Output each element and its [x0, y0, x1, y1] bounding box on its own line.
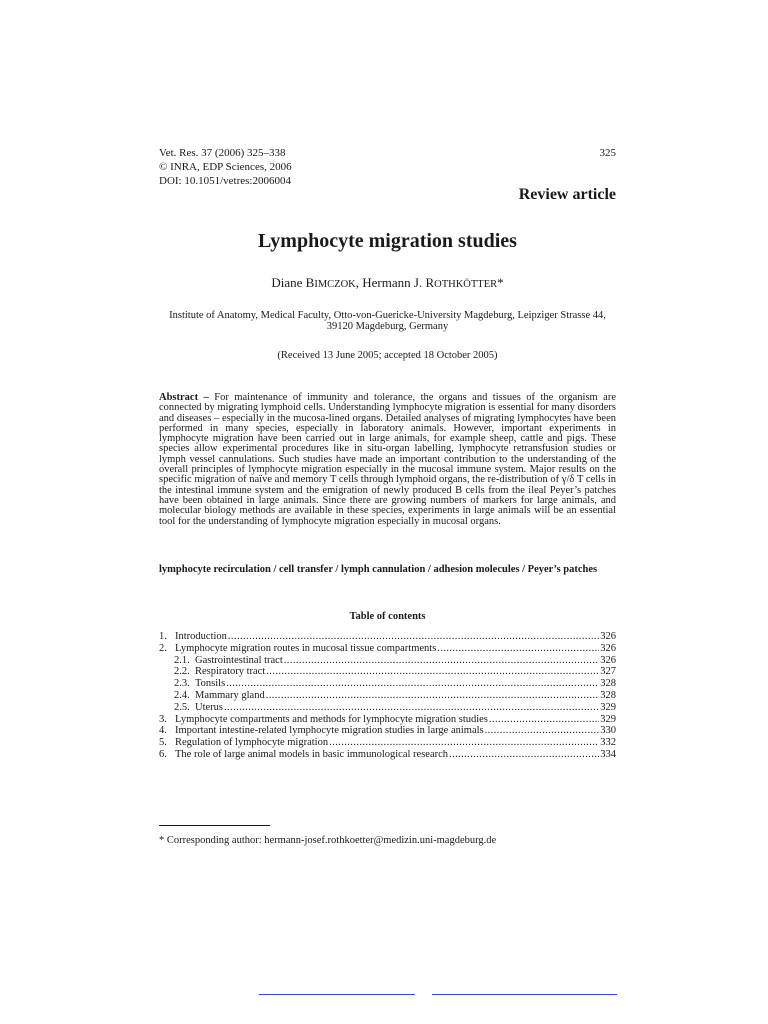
abstract-label: Abstract – [159, 392, 209, 403]
article-type: Review article [518, 186, 616, 203]
toc-entry-title: Uterus [195, 701, 223, 713]
author-1-given-name: Diane [271, 275, 306, 290]
toc-entry-page: 328 [600, 678, 616, 690]
toc-entry-page: 332 [600, 737, 616, 749]
author-1-surname-initial: B [305, 275, 315, 290]
corresponding-author-footnote: * Corresponding author: hermann-josef.rothkoetter@medizin.uni-magdeburg.de [159, 835, 497, 846]
toc-entry[interactable] [159, 749, 616, 761]
toc-entry-title: Tonsils [195, 678, 226, 690]
table-of-contents [159, 631, 616, 761]
toc-leader-dots [489, 714, 599, 726]
footnote-divider [159, 825, 270, 826]
journal-citation: Vet. Res. 37 (2006) 325–338 [159, 147, 286, 159]
toc-entry-number: 5. [159, 737, 167, 749]
toc-entry[interactable] [159, 725, 616, 737]
toc-title: Table of contents [349, 611, 426, 622]
journal-header [159, 146, 292, 188]
article-title: Lymphocyte migration studies [258, 230, 517, 252]
affiliation-line-2: 39120 Magdeburg, Germany [326, 321, 449, 332]
copyright-line: © INRA, EDP Sciences, 2006 [159, 161, 292, 173]
toc-entry-number: 2.4. [174, 689, 190, 701]
affiliation-line-1: Institute of Anatomy, Medical Faculty, Otto-von-Guericke-University Magdeburg, Leipziger Strasse 44, [169, 310, 606, 321]
toc-entry-number: 2.3. [174, 678, 190, 690]
toc-entry-number: 4. [159, 725, 167, 737]
toc-entry-title: Regulation of lymphocyte migration [175, 737, 329, 749]
corresponding-author-marker: * [497, 275, 504, 290]
abstract [159, 393, 616, 527]
affiliation [159, 310, 616, 332]
toc-subentry[interactable] [159, 702, 616, 714]
author-2-surname-rest: OTHKÖTTER [434, 279, 498, 290]
toc-entry-title: Respiratory tract [195, 666, 266, 678]
toc-entry[interactable] [159, 737, 616, 749]
toc-entry-page: 327 [600, 666, 616, 678]
toc-entry[interactable] [159, 631, 616, 643]
toc-entry-title: The role of large animal models in basic immunological research [175, 748, 449, 760]
author-list [159, 275, 616, 291]
toc-leader-dots [284, 655, 599, 667]
toc-entry[interactable] [159, 714, 616, 726]
toc-entry-title: Mammary gland [195, 689, 265, 701]
toc-entry-page: 328 [600, 689, 616, 701]
toc-subentry[interactable] [159, 678, 616, 690]
toc-entry-number: 2.5. [174, 701, 190, 713]
doi-line: DOI: 10.1051/vetres:2006004 [159, 175, 291, 187]
link-underline[interactable] [259, 994, 415, 995]
toc-entry-number: 2.2. [174, 666, 190, 678]
toc-entry-page: 330 [600, 725, 616, 737]
toc-entry-number: 2.1. [174, 654, 190, 666]
toc-entry-page: 326 [600, 642, 616, 654]
toc-entry-page: 326 [600, 631, 616, 642]
toc-leader-dots [329, 737, 599, 749]
received-dates: (Received 13 June 2005; accepted 18 October 2005) [277, 350, 498, 361]
toc-leader-dots [485, 725, 600, 737]
toc-entry-number: 3. [159, 713, 167, 725]
toc-entry-title: Important intestine-related lymphocyte migration studies in large animals [175, 725, 484, 737]
toc-subentry[interactable] [159, 655, 616, 667]
keywords: lymphocyte recirculation / cell transfer / lymph cannulation / adhesion molecules / Peyer’s patches [159, 564, 598, 575]
toc-entry-number: 6. [159, 748, 167, 760]
page-number: 325 [599, 147, 616, 159]
toc-entry-page: 326 [600, 654, 616, 666]
toc-leader-dots [226, 678, 599, 690]
toc-leader-dots [449, 749, 599, 761]
toc-entry-title: Lymphocyte compartments and methods for lymphocyte migration studies [175, 713, 488, 725]
toc-entry-title: Lymphocyte migration routes in mucosal tissue compartments [175, 642, 437, 654]
toc-leader-dots [224, 702, 599, 714]
toc-leader-dots [437, 643, 599, 655]
author-separator: , [355, 275, 363, 290]
toc-subentry[interactable] [159, 690, 616, 702]
toc-entry-number: 2. [159, 642, 167, 654]
toc-entry-page: 334 [600, 748, 616, 760]
toc-entry-number: 1. [159, 631, 167, 642]
link-underline[interactable] [432, 994, 617, 995]
toc-entry[interactable] [159, 643, 616, 655]
toc-entry-title: Introduction [175, 631, 227, 642]
toc-subentry[interactable] [159, 666, 616, 678]
author-2-given-name: Hermann J. [362, 275, 426, 290]
toc-leader-dots [266, 690, 600, 702]
toc-entry-page: 329 [600, 701, 616, 713]
author-2-surname-initial: R [425, 275, 435, 290]
toc-entry-page: 329 [600, 713, 616, 725]
toc-leader-dots [266, 666, 599, 678]
abstract-text: For maintenance of immunity and tolerance, the organs and tissues of the organism are connected by migrating lymphoid cells. Understanding lymphocyte migration is essential for many disorders and diseases – especially in the mucosa-lined organs. Detailed analyses of migrating lymphocytes have been performed in many species, especially in laboratory animals. However, important experiments in lymphocyte migration have been carried out in large animals, for example sheep, cattle and pigs. These species allow experimental procedures like in situ-organ labelling, lymphocyte retransfusion studies or lymph vessel cannulations. Such studies have made an important contribution to the understanding of the overall principles of lymphocyte migration especially in the mucosal immune system. Major results on the specific migration of naïve and memory T cells through lymphoid organs, the re-distribution of γ/δ T cells in the intestinal immune system and the emigration of newly produced B cells from the ileal Peyer’s patches have been obtained in large animals. Since there are growing numbers of markers for large animals, and molecular biology methods are available in these species, experiments in large animals will be an essential tool for the understanding of lymphocyte migration especially in mucosal organs. [159, 392, 616, 527]
toc-leader-dots [228, 631, 599, 643]
author-1-surname-rest: IMCZOK [314, 279, 356, 290]
toc-entry-title: Gastrointestinal tract [195, 654, 283, 666]
